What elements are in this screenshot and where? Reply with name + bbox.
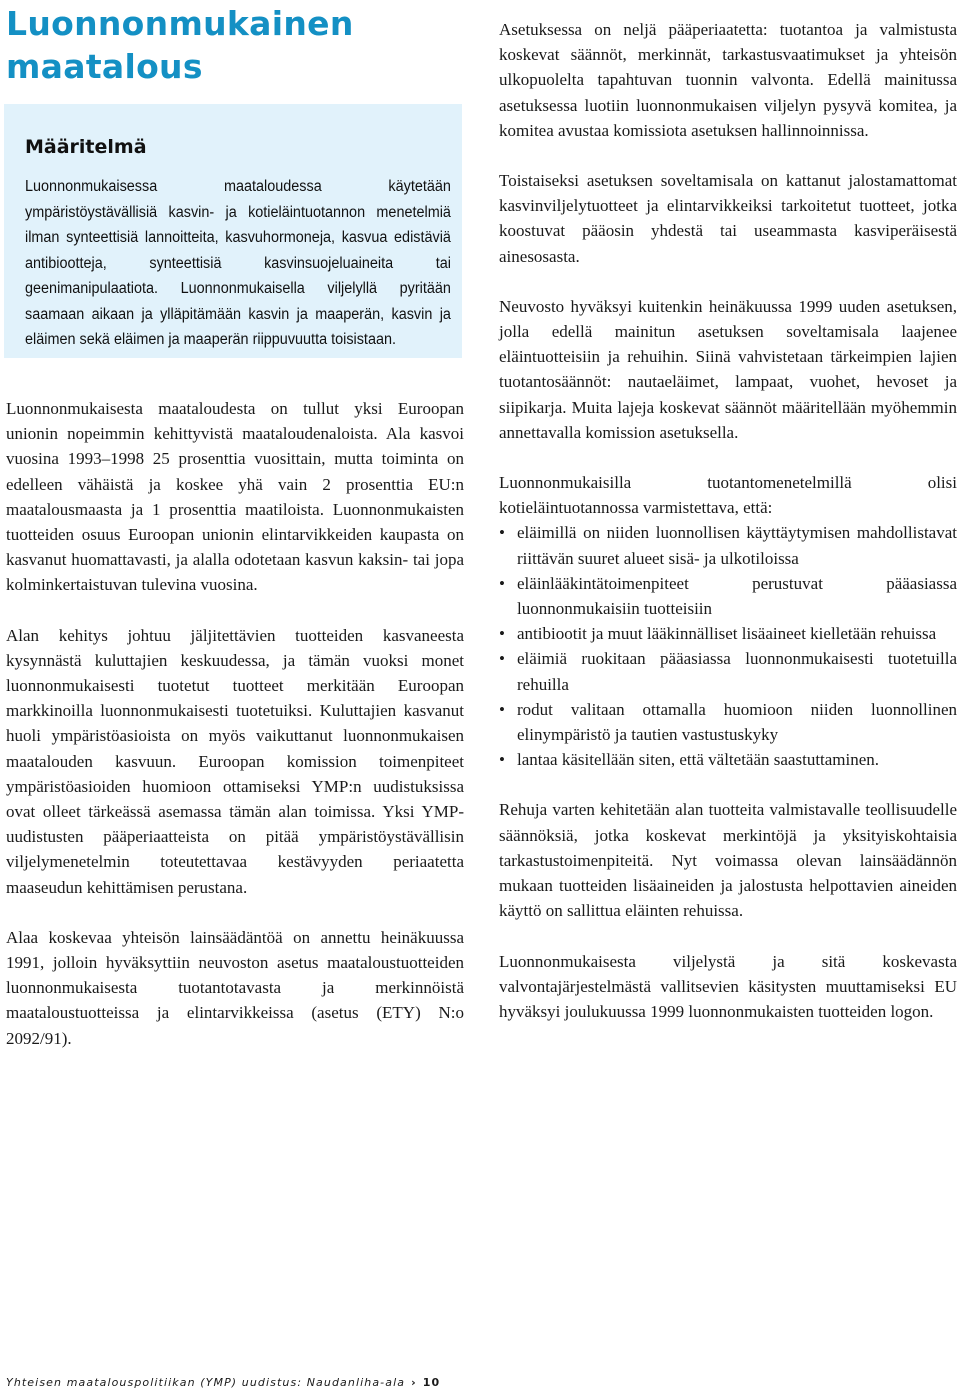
bullet-icon: • — [499, 573, 505, 593]
chevron-right-icon: › — [411, 1376, 417, 1389]
page-number: 10 — [422, 1376, 441, 1389]
bullet-icon: • — [499, 649, 505, 669]
list-item-text: eläimillä on niiden luonnollisen käyttäytymisen mahdollistavat riittävän suuret alueet sisä- ja ulkotiloissa — [517, 523, 957, 568]
body-paragraph: Luonnonmukaisesta maataloudesta on tullut yksi Euroopan unionin nopeimmin kehittyvistä maataloudenaloista. Ala kasvoi vuosina 1993–1998 25 prosenttia vuosittain, mutta toiminta on edelleen vähäistä ja koskee yhä vain 2 prosenttia EU:n maatalousmaasta ja 1 prosenttia maatiloista. Luonnonmukaisten tuotteiden osuus Euroopan unionin elintarvikkeiden kaupasta on kasvanut huomattavasti, ja alalla odotetaan kasvun kaksin- tai jopa kolminkertaistuvan tulevina vuosina. — [6, 399, 464, 595]
body-paragraph: Toistaiseksi asetuksen soveltamisala on kattanut jalostamattomat kasvinviljelytuotteet ja elintarvikkeiksi tarkoitetut tuotteet, jotka koostuvat pääosin yhdestä tai useammasta kasviperäisestä ainesosasta. — [499, 171, 957, 266]
body-paragraph: Luonnonmukaisesta viljelystä ja sitä koskevasta valvontajärjestelmästä vallitsevien käsitysten muuttamiseksi EU hyväksyi joulukuussa 1999 luonnonmukaisten tuotteiden logon. — [499, 951, 957, 1021]
definition-heading: Määritelmä — [25, 136, 147, 158]
list-item — [499, 571, 957, 621]
body-paragraph: Neuvosto hyväksyi kuitenkin heinäkuussa 1999 uuden asetuksen, jolla edellä mainitun asetuksen soveltamisala laajenee eläintuotteisiin ja rehuihin. Siinä vahvistetaan tärkeimpien lajien tuotantosäännöt: nautaeläimet, lampaat, vuohet, hevoset ja siipikarja. Muita lajeja koskevat säännöt määritellään myöhemmin annettavalla komission asetuksella. — [499, 296, 957, 442]
list-item — [499, 520, 957, 570]
page-title: Luonnonmukainen maatalous — [6, 4, 354, 86]
list-item — [499, 646, 957, 696]
body-paragraph: Asetuksessa on neljä pääperiaatetta: tuotantoa ja valmistusta koskevat säännöt, merkinnät, tarkastusvaatimukset ja yhteisön ulkopuolelta tapahtuvan tuonnin valvonta. Edellä mainitussa asetuksessa luotiin luonnonmukaisen viljelyn pysyvä komitea, ja komitea avustaa komissiota asetuksen hallinnoinnissa. — [499, 20, 957, 140]
definition-box — [4, 104, 462, 358]
body-paragraph: Alaa koskevaa yhteisön lainsäädäntöä on annettu heinäkuussa 1991, jolloin hyväksyttiin neuvoston asetus maataloustuotteiden luonnonmukaisesta tuotantotavasta ja merkinnöistä maataloustuotteissa ja elintarvikkeissa (asetus (ETY) N:o 2092/91). — [6, 927, 464, 1048]
footer-text: Yhteisen maatalouspolitiikan (YMP) uudistus: Naudanliha-ala — [6, 1376, 406, 1389]
list-item-text: eläimiä ruokitaan pääasiassa luonnonmukaisesti tuotetuilla rehuilla — [517, 649, 957, 694]
body-paragraph: Luonnonmukaisilla tuotantomenetelmillä olisi kotieläintuotannossa varmistettava, että: — [499, 473, 957, 518]
page-footer — [6, 1376, 440, 1389]
list-item-text: eläinlääkintätoimenpiteet perustuvat pääasiassa luonnonmukaisiin tuotteisiin — [517, 573, 957, 619]
requirements-list — [499, 520, 957, 772]
list-item-text: rodut valitaan ottamalla huomioon niiden luonnollinen elinympäristö ja tautien vastustuskyky — [517, 699, 957, 745]
list-item-text: lantaa käsitellään siten, että vältetään saastuttaminen. — [517, 750, 880, 770]
list-item — [499, 747, 957, 772]
bullet-icon: • — [499, 699, 505, 719]
body-paragraph: Rehuja varten kehitetään alan tuotteita valmistavalle teollisuudelle säännöksiä, jotka koskevat merkintöjä ja yksityiskohtaisia tarkastustoimenpiteitä. Nyt voimassa olevan lainsäädännön mukaan tuotteiden lisäaineiden ja jalostusta helpottavien aineiden käyttö on sallittua eläinten rehuissa. — [499, 800, 957, 921]
body-paragraph: Alan kehitys johtuu jäljitettävien tuotteiden kasvaneesta kysynnästä kuluttajien keskuudessa, ja tämän vuoksi monet luonnonmukaisesti tuotetut tuotteet merkitään Euroopan markkinoilla luonnonmukaisesti tuotetuiksi. Kuluttajien kasvanut huoli ympäristöasioista on myös vaikuttanut luonnonmukaisen maatalouden kasvuun. Euroopan komission toimenpiteet ympäristöasioiden huomioon ottamiseksi YMP:n uudistuksissa ovat olleet tärkeässä asemassa tämän alan toimissa. Yksi YMP-uudistusten pääperiaatteista on pitää ympäristöystävällisin viljelymenetelmin toteutettavaa kestävyyden periaatetta maaseudun kehittämisen perustana. — [6, 625, 464, 897]
bullet-icon: • — [499, 523, 505, 543]
right-column — [499, 17, 957, 1024]
left-column — [6, 396, 464, 1051]
definition-text: Luonnonmukaisessa maataloudessa käytetään ympäristöystävällisiä kasvin- ja kotieläintuotannon menetelmiä ilman synteettisiä lannoitteita, kasvuhormoneja, kasvua edistäviä antibiootteja, synteettisiä kasvinsuojeluaineita tai geenimanipulaatiota. Luonnonmukaisella viljelyllä pyritään saamaan aikaan ja ylläpitämään kasvin ja maaperän, kasvin ja eläimen sekä eläimen ja maaperän riippuvuutta toisistaan. — [25, 178, 451, 348]
list-item — [499, 621, 957, 646]
list-item-text: antibiootit ja muut lääkinnälliset lisäaineet kielletään rehuissa — [517, 624, 937, 644]
bullet-icon: • — [499, 750, 505, 770]
bullet-icon: • — [499, 624, 505, 644]
list-item — [499, 697, 957, 747]
